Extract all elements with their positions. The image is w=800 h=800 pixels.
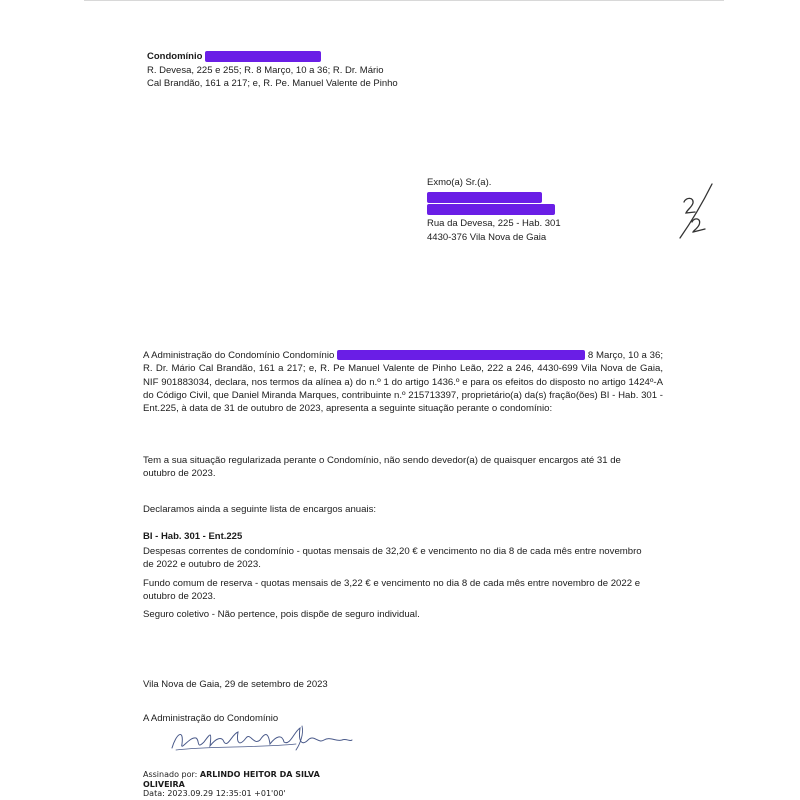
signer-name-line2: OLIVEIRA (143, 779, 185, 789)
sender-address-line1: R. Devesa, 225 e 255; R. 8 Março, 10 a 36; R. Dr. Mário (147, 64, 384, 76)
handwritten-page-mark (668, 180, 718, 240)
charges-intro: Declaramos ainda a seguinte lista de encargos anuais: (143, 504, 377, 515)
sender-name-prefix: Condomínio (147, 51, 203, 62)
recipient-salutation: Exmo(a) Sr.(a). (427, 177, 492, 188)
declaration-paragraph (143, 349, 663, 415)
charge-item: Seguro coletivo - Não pertence, pois dispõe de seguro individual. (143, 609, 420, 621)
recipient-postal: 4430-376 Vila Nova de Gaia (427, 231, 547, 243)
recipient-block (427, 176, 647, 245)
page-top-edge (84, 0, 724, 1)
sender-block (147, 50, 567, 91)
signed-by-label: Assinado por: (143, 770, 198, 779)
sender-name-redaction (205, 51, 321, 62)
charge-item: Fundo comum de reserva - quotas mensais de 3,22 € e vencimento no dia 8 de cada mês entre novembro de 2022 e outubro de 2023. (143, 577, 641, 602)
signed-by-line (143, 770, 320, 780)
recipient-line2-redaction (427, 204, 555, 215)
recipient-street: Rua da Devesa, 225 - Hab. 301 (427, 217, 561, 229)
recipient-name-redaction (427, 192, 542, 203)
handwritten-signature (166, 716, 356, 758)
signature-date: Data: 2023.09.29 12:35:01 +01'00' (143, 789, 286, 798)
digital-signature-info (143, 770, 320, 799)
charges-title: BI - Hab. 301 - Ent.225 (143, 531, 243, 542)
signer-name-line1: ARLINDO HEITOR DA SILVA (199, 770, 320, 779)
status-paragraph: Tem a sua situação regularizada perante o Condomínio, não sendo devedor(a) de quaisquer encargos até 31 de outubro de 2023. (143, 455, 621, 480)
charges-list (143, 545, 653, 626)
declaration-body: 8 Março, 10 a 36; R. Dr. Mário Cal Brandão, 161 a 217; e, R. Pe Manuel Valente de Pinho Leão, 222 a 246, 4430-699 Vila Nova de Gaia, NIF 901883034, declara, nos termos da alínea a) do n.º 1 do artigo 1436.º e para os efeitos do disposto no artigo 1424º-A do Código Civil, que Daniel Miranda Marques, contribuinte n.º 215713397, proprietário(a) da(s) fração(ões) BI - Hab. 301 - Ent.225, à data de 31 de outubro de 2023, apresenta a seguinte situação perante o condomínio: (143, 350, 663, 415)
declaration-intro: A Administração do Condomínio Condomínio (143, 350, 335, 361)
charge-item: Despesas correntes de condomínio - quotas mensais de 32,20 € e vencimento no dia 8 de cada mês entre novembro de 2022 e outubro de 2023. (143, 546, 642, 571)
place-date: Vila Nova de Gaia, 29 de setembro de 2023 (143, 679, 328, 690)
sender-name-line (147, 50, 567, 64)
administration-label: A Administração do Condomínio (143, 713, 279, 724)
sender-address-line2: Cal Brandão, 161 a 217; e, R. Pe. Manuel Valente de Pinho (147, 78, 398, 89)
declaration-redaction (337, 350, 585, 360)
